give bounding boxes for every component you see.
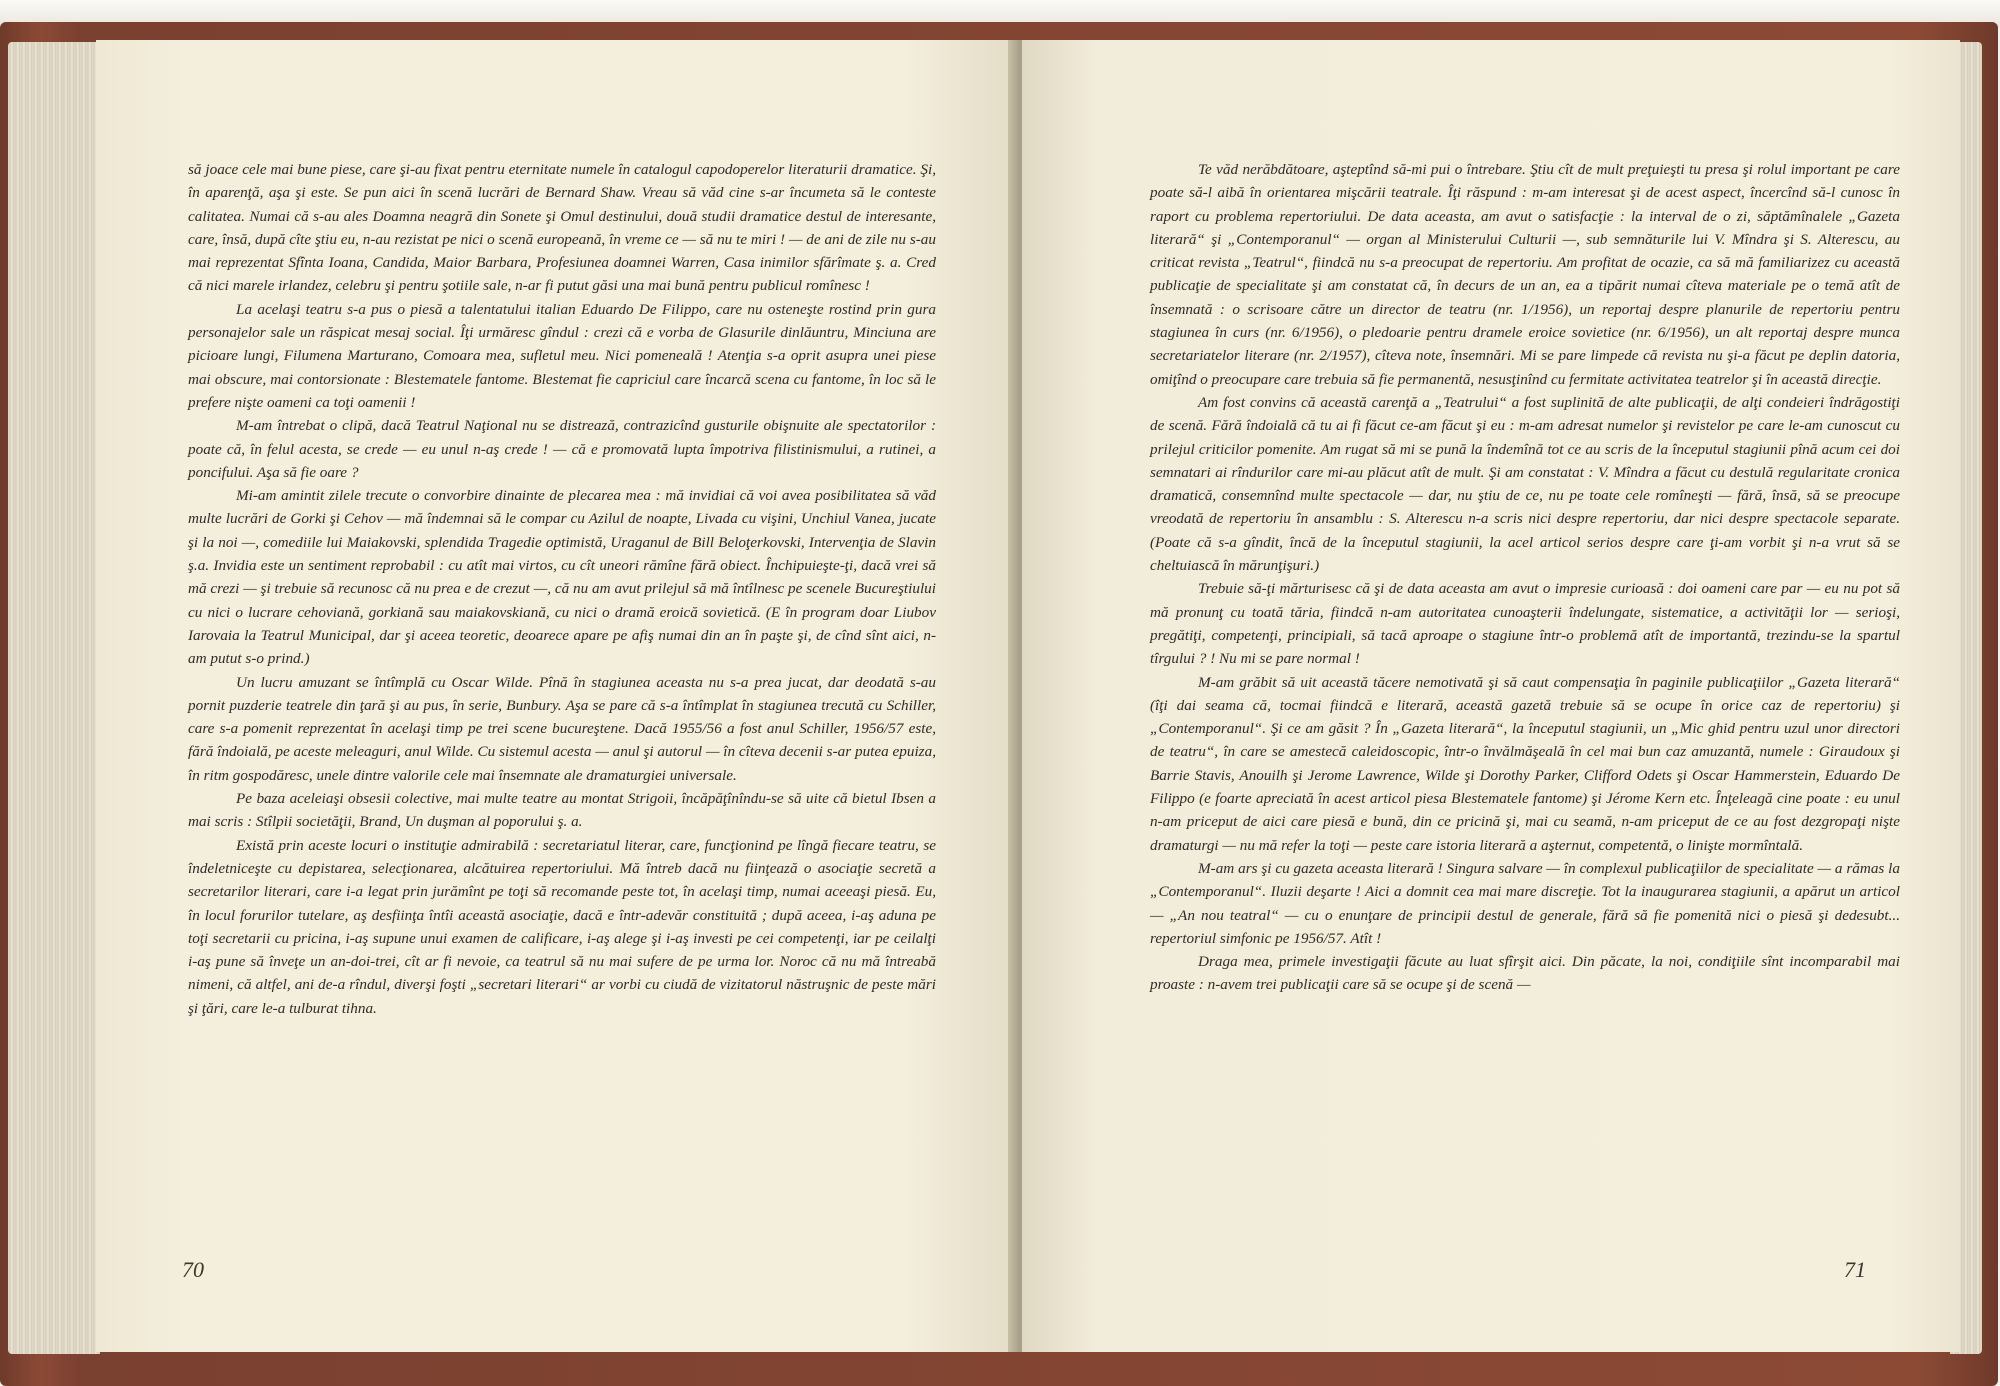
left-page-text [188, 158, 936, 1020]
page-number-right: 71 [1844, 1257, 1866, 1282]
left-paragraph-2: La acelaşi teatru s-a pus o piesă a talentatului italian Eduardo De Filippo, care nu osteneşte rostind prin gura personajelor sale un răspicat mesaj social. Îţi urmăresc gîndul : crezi că e vorba de Glasurile dinlăuntru, Minciuna are picioare lungi, Filumena Marturano, Comoara mea, sufletul meu. Nici pomeneală ! Atenţia s-a oprit asupra unei piese mai obscure, mai contorsionate : Blestematele fantome. Blestemat fie capriciul care încarcă scena cu fantome, în loc să le prefere nişte oameni ca toţi oamenii ! [188, 300, 936, 411]
left-paragraph-1: să joace cele mai bune piese, care şi-au fixat pentru eternitate numele în catalogul capodoperelor literaturii dramatice. Şi, în aparenţă, aşa şi este. Se pun aici în scenă lucrări de Bernard Shaw. Vreau să văd cine s-ar încumeta să le conteste calitatea. Numai că s-au ales Doamna neagră din Sonete şi Omul destinului, două studii dramatice destul de interesante, care, însă, după cîte ştiu eu, n-au rezistat pe nici o scenă europeană, în vreme ce — să nu te miri ! — de ani de zile nu s-au mai reprezentat Sfînta Ioana, Candida, Maior Barbara, Profesiunea doamnei Warren, Casa inimilor sfărîmate ş. a. Cred că nici marele irlandez, celebru şi pentru şotiile sale, n-ar fi putut găsi una mai bună pentru publicul romînesc ! [188, 161, 936, 295]
right-page-text [1150, 158, 1900, 997]
left-paragraph-4: Mi-am amintit zilele trecute o convorbire dinainte de plecarea mea : mă invidiai că voi avea posibilitatea să văd multe lucrări de Gorki şi Cehov — mă îndemnai să le compar cu Azilul de noapte, Livada cu vişini, Unchiul Vanea, jucate şi la noi —, comediile lui Maiakovski, splendida Tragedie optimistă, Uraganul de Bill Beloţerkovski, Intervenţia de Slavin ş.a. Invidia este un sentiment reprobabil : cu atît mai virtos, cu cît uneori rămîne fără obiect. Închipuieşte-ţi, dacă vrei să mă crezi — şi trebuie să recunosc că nu prea e de crezut —, că nu am avut prilejul să mă întîlnesc pe scenele Bucureştiului cu nici o lucrare cehoviană, gorkiană sau maiakovskiană, cu nici o dramă eroică sovietică. (E în program doar Liubov Iarovaia la Teatrul Municipal, dar şi aceea teoretic, deoarece apare pe afiş numai din an în paşte şi, de cînd sînt aici, n-am putut s-o prind.) [188, 487, 936, 668]
right-paragraph-1: Te văd nerăbdătoare, aşteptînd să-mi pui o întrebare. Ştiu cît de mult preţuieşti tu presa şi rolul important pe care poate să-l aibă în orientarea mişcării teatrale. Îţi răspund : m-am interesat şi de acest aspect, încercînd să-l cunosc în raport cu problema repertoriului. De data aceasta, am avut o satisfacţie : la interval de o zi, săptămînalele „Gazeta literară“ şi „Contemporanul“ — organ al Ministerului Culturii —, sub semnăturile lui V. Mîndra şi S. Alterescu, au criticat revista „Teatrul“, fiindcă nu s-a preocupat de repertoriu. Am profitat de ocazie, ca să mă familiarizez cu această publicaţie de specialitate şi am constatat că, în decurs de un an, ea a tipărit numai cîteva materiale pe o temă atît de însemnată : o scrisoare către un director de teatru (nr. 1/1956), un reportaj despre planurile de repertoriu pentru stagiunea în curs (nr. 6/1956), o pledoarie pentru dramele eroice sovietice (nr. 6/1956), un alt reportaj despre munca secretariatelor literare (nr. 2/1957), cîteva note, însemnări. Mi se pare limpede că revista nu şi-a făcut pe deplin datoria, omiţînd o preocupare care trebuia să fie permanentă, nesusţinînd cu fermitate activitatea teatrelor şi în această direcţie. [1150, 161, 1900, 388]
left-page [96, 40, 1016, 1352]
page-edges-left [8, 42, 100, 1354]
right-paragraph-2: Am fost convins că această carenţă a „Teatrului“ a fost suplinită de alte publicaţii, de alţi condeieri îndrăgostiţi de scenă. Fără îndoială că tu ai fi făcut ce-am făcut şi eu : m-am adresat numelor şi revistelor pe care le-am cunoscut cu prilejul criticilor pomenite. Am rugat să mi se pună la îndemînă tot ce au scris de la începutul stagiunii pînă acum cei doi semnatari ai rîndurilor care mi-au plăcut atît de mult. Şi am constatat : V. Mîndra a făcut cu destulă regularitate cronica dramatică, consemnînd multe spectacole — dar, nu ştiu de ce, nu pe toate cele romîneşti — fără, însă, să se preocupe vreodată de repertoriu în ansamblu : S. Alterescu n-a scris nici despre repertoriu, dar nici despre spectacole separate. (Poate că s-a gîndit, încă de la începutul stagiunii, la acel articol serios despre care ţi-am vorbit şi n-a vrut să se cheltuiască în mărunţişuri.) [1150, 393, 1900, 575]
right-paragraph-3: Trebuie să-ţi mărturisesc că şi de data aceasta am avut o impresie curioasă : doi oameni care par — eu nu pot să mă pronunţ cu toată tăria, fiindcă n-am autoritatea cunoaşterii îndelungate, sistematice, a activităţii lor — serioşi, pregătiţi, competenţi, principiali, să tacă aproape o stagiune într-o problemă atît de importantă, trezindu-se la spartul tîrgului ? ! Nu mi se pare normal ! [1150, 580, 1900, 668]
left-paragraph-5: Un lucru amuzant se întîmplă cu Oscar Wilde. Pînă în stagiunea aceasta nu s-a prea jucat, dar deodată s-au pornit puzderie teatrele din ţară şi au pus, în serie, Bunbury. Aşa se pare că s-a întîmplat în stagiunea trecută cu Schiller, care s-a pomenit reprezentat în acelaşi timp pe trei scene bucureştene. Dacă 1955/56 a fost anul Schiller, 1956/57 este, fără îndoială, pe aceste meleaguri, anul Wilde. Cu sistemul acesta — anul şi autorul — în cîteva decenii s-ar putea epuiza, în ritm gospodăresc, unele dintre valorile cele mai însemnate ale dramaturgiei universale. [188, 673, 936, 784]
right-paragraph-4: M-am grăbit să uit această tăcere nemotivată şi să caut compensaţia în paginile publicaţiilor „Gazeta literară“ (îţi dai seama că, tocmai fiindcă e literară, această gazetă trebuie să se ocupe în orice caz de repertoriu) şi „Contemporanul“. Şi ce am găsit ? În „Gazeta literară“, la începutul stagiunii, un „Mic ghid pentru uzul unor directori de teatru“, în care se amestecă caleidoscopic, într-o învălmăşeală în cel mai bun caz amuzantă, numele : Giraudoux şi Barrie Stavis, Anouilh şi Jerome Lawrence, Wilde şi Dorothy Parker, Clifford Odets şi Oscar Hammerstein, Eduardo De Filippo (e foarte apreciată în acest articol piesa Blestematele fantome) şi Jérome Kern etc. Înţeleagă cine poate : eu unul n-am priceput de aici care piesă e bună, din ce pricină şi, mai cu seamă, n-am priceput de ce au fost dezgropaţi nişte dramaturgi — nu mă refer la toţi — peste care istoria literară a aşternut, competentă, o linişte mormîntală. [1150, 673, 1900, 854]
left-paragraph-3: M-am întrebat o clipă, dacă Teatrul Naţional nu se distrează, contrazicînd gusturile obişnuite ale spectatorilor : poate că, în felul acesta, se crede — eu unul n-aş crede ! — că e promovată lupta împotriva filistinismului, a rutinei, a poncifului. Aşa să fie oare ? [188, 417, 936, 481]
left-paragraph-7: Există prin aceste locuri o instituţie admirabilă : secretariatul literar, care, funcţionind pe lîngă fiecare teatru, se îndeletniceşte cu depistarea, selecţionarea, alcătuirea repertoriului. Mă întreb dacă nu fiinţează o asociaţie secretă a secretarilor literari, care i-a legat prin jurămînt pe toţi să recomande peste tot, în acelaşi timp, numai aceeaşi piesă. Eu, în locul forurilor tutelare, aş desfiinţa întîi această asociaţie, dacă e într-adevăr constituită ; după aceea, i-aş aduna pe toţi secretarii cu pricina, i-aş supune unui examen de calificare, i-aş alege şi i-aş investi pe cei competenţi, iar pe ceilalţi i-aş pune să înveţe un an-doi-trei, cît ar fi nevoie, ca teatrul să nu mai sufere de pe urma lor. Noroc că nu mă întreabă nimeni, că altfel, ani de-a rîndul, diverşi foşti „secretari literari“ ar vorbi cu ciudă de vizitatorul năstruşnic de peste mări şi ţări, care le-a tulburat tihna. [188, 836, 936, 1017]
page-number-left: 70 [182, 1257, 204, 1282]
right-page [1022, 40, 1960, 1352]
right-paragraph-5: M-am ars şi cu gazeta aceasta literară ! Singura salvare — în complexul publicaţiilor de specialitate — a rămas la „Contemporanul“. Iluzii deşarte ! Aici a domnit cea mai mare discreţie. Tot la inaugurarea stagiunii, a apărut un articol — „An nou teatral“ — cu o enunţare de principii destul de generale, fără să fie pomenită nici o piesă şi dedesubt... repertoriul simfonic pe 1956/57. Atît ! [1150, 859, 1900, 947]
right-paragraph-6: Draga mea, primele investigaţii făcute au luat sfîrşit aici. Din păcate, la noi, condiţiile sînt incomparabil mai proaste : n-avem trei publicaţii care să se ocupe şi de scenă — [1150, 953, 1900, 994]
left-paragraph-6: Pe baza aceleiaşi obsesii colective, mai multe teatre au montat Strigoii, încăpăţînîndu-se să uite că bietul Ibsen a mai scris : Stîlpii societăţii, Brand, Un duşman al poporului ş. a. [188, 790, 936, 831]
